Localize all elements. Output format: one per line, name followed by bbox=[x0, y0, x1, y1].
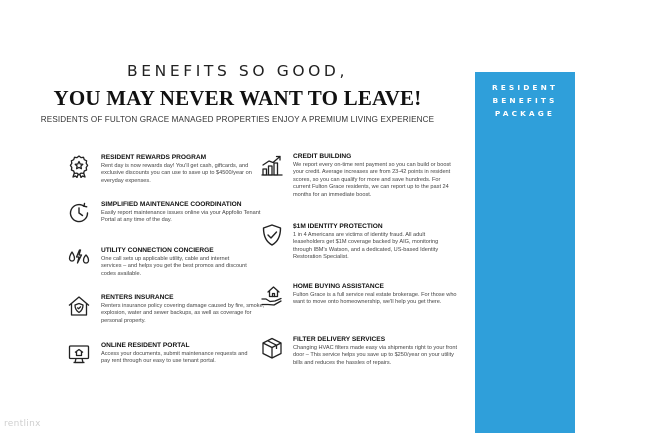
benefit-resident-rewards bbox=[101, 154, 261, 185]
panel-line-3: PACKAGE bbox=[494, 109, 556, 118]
growth-chart-icon bbox=[260, 153, 284, 177]
benefits-panel bbox=[475, 72, 575, 433]
benefit-desc: Easily report maintenance issues online via your Appfolio Tenant Portal at any time of the day. bbox=[101, 210, 261, 224]
benefit-filter-delivery bbox=[293, 336, 458, 367]
benefit-title: CREDIT BUILDING bbox=[293, 153, 352, 160]
computer-icon bbox=[67, 342, 91, 366]
benefit-renters-insurance bbox=[101, 294, 266, 325]
benefit-identity-protection bbox=[293, 223, 458, 262]
benefit-title: UTILITY CONNECTION CONCIERGE bbox=[101, 247, 214, 254]
panel-line-2: BENEFITS bbox=[492, 96, 558, 105]
benefit-credit-building bbox=[293, 153, 458, 199]
watermark-text: rentlinx bbox=[4, 419, 41, 429]
benefit-desc: We report every on-time rent payment so you can build or boost your credit. Average increases are from 23-42 points in resident scores, so you can qualify for more and save hundreds. For current Fulton Grace residents, we can report up to the past 24 months for an immediate boost. bbox=[293, 162, 451, 198]
benefit-desc: Access your documents, submit maintenance requests and pay rent through our easy to use tenant portal. bbox=[101, 351, 248, 365]
benefit-desc: One call sets up applicable utility, cable and internet services – and helps you get the best promos and discount codes available. bbox=[101, 256, 247, 277]
benefit-title: FILTER DELIVERY SERVICES bbox=[293, 336, 386, 343]
benefit-desc: Changing HVAC filters made easy via shipments right to your front door – This service helps you save up to $250/year on your utility bills and reduces the hassles of repairs. bbox=[293, 345, 458, 366]
heading-line-2: YOU MAY NEVER WANT TO LEAVE! bbox=[53, 86, 422, 110]
shield-check-icon bbox=[260, 223, 284, 247]
clock-icon bbox=[67, 201, 91, 225]
benefit-title: HOME BUYING ASSISTANCE bbox=[293, 283, 384, 290]
benefit-desc: Rent day is now rewards day! You'll get cash, giftcards, and exclusive discounts you can use to save up to $4500/year on everyday expenses. bbox=[101, 163, 252, 184]
heading-line-1: BENEFITS SO GOOD, bbox=[127, 62, 348, 80]
utilities-icon bbox=[67, 247, 91, 271]
benefit-utility-concierge bbox=[101, 247, 251, 278]
benefit-desc: 1 in 4 Americans are victims of identity fraud. All adult leaseholders get $1M coverage backed by AIG, monitoring through IBM's Watson, and a dedicated, US-based Identity Restoration Specialist. bbox=[293, 232, 439, 261]
panel-line-1: RESIDENT bbox=[491, 83, 559, 92]
package-icon bbox=[260, 336, 284, 360]
benefit-title: SIMPLIFIED MAINTENANCE COORDINATION bbox=[101, 201, 242, 208]
benefit-title: RESIDENT REWARDS PROGRAM bbox=[101, 154, 207, 161]
benefit-home-buying bbox=[293, 283, 458, 307]
benefit-desc: Fulton Grace is a full service real estate brokerage. For those who want to move onto homeownership, we'll help you get there. bbox=[293, 292, 457, 306]
home-shield-icon bbox=[67, 294, 91, 318]
benefit-title: RENTERS INSURANCE bbox=[101, 294, 174, 301]
heading-subtitle: RESIDENTS OF FULTON GRACE MANAGED PROPERTIES ENJOY A PREMIUM LIVING EXPERIENCE bbox=[40, 115, 435, 124]
benefit-resident-portal bbox=[101, 342, 251, 366]
hand-house-icon bbox=[260, 283, 284, 307]
award-badge-icon bbox=[67, 154, 91, 178]
benefit-title: ONLINE RESIDENT PORTAL bbox=[101, 342, 190, 349]
benefit-desc: Renters insurance policy covering damage caused by fire, smoke, explosion, water and sewer backups, as well as coverage for personal property. bbox=[101, 303, 265, 324]
benefit-title: $1M IDENTITY PROTECTION bbox=[293, 223, 383, 230]
panel-title bbox=[475, 81, 575, 120]
benefit-maintenance bbox=[101, 201, 261, 225]
